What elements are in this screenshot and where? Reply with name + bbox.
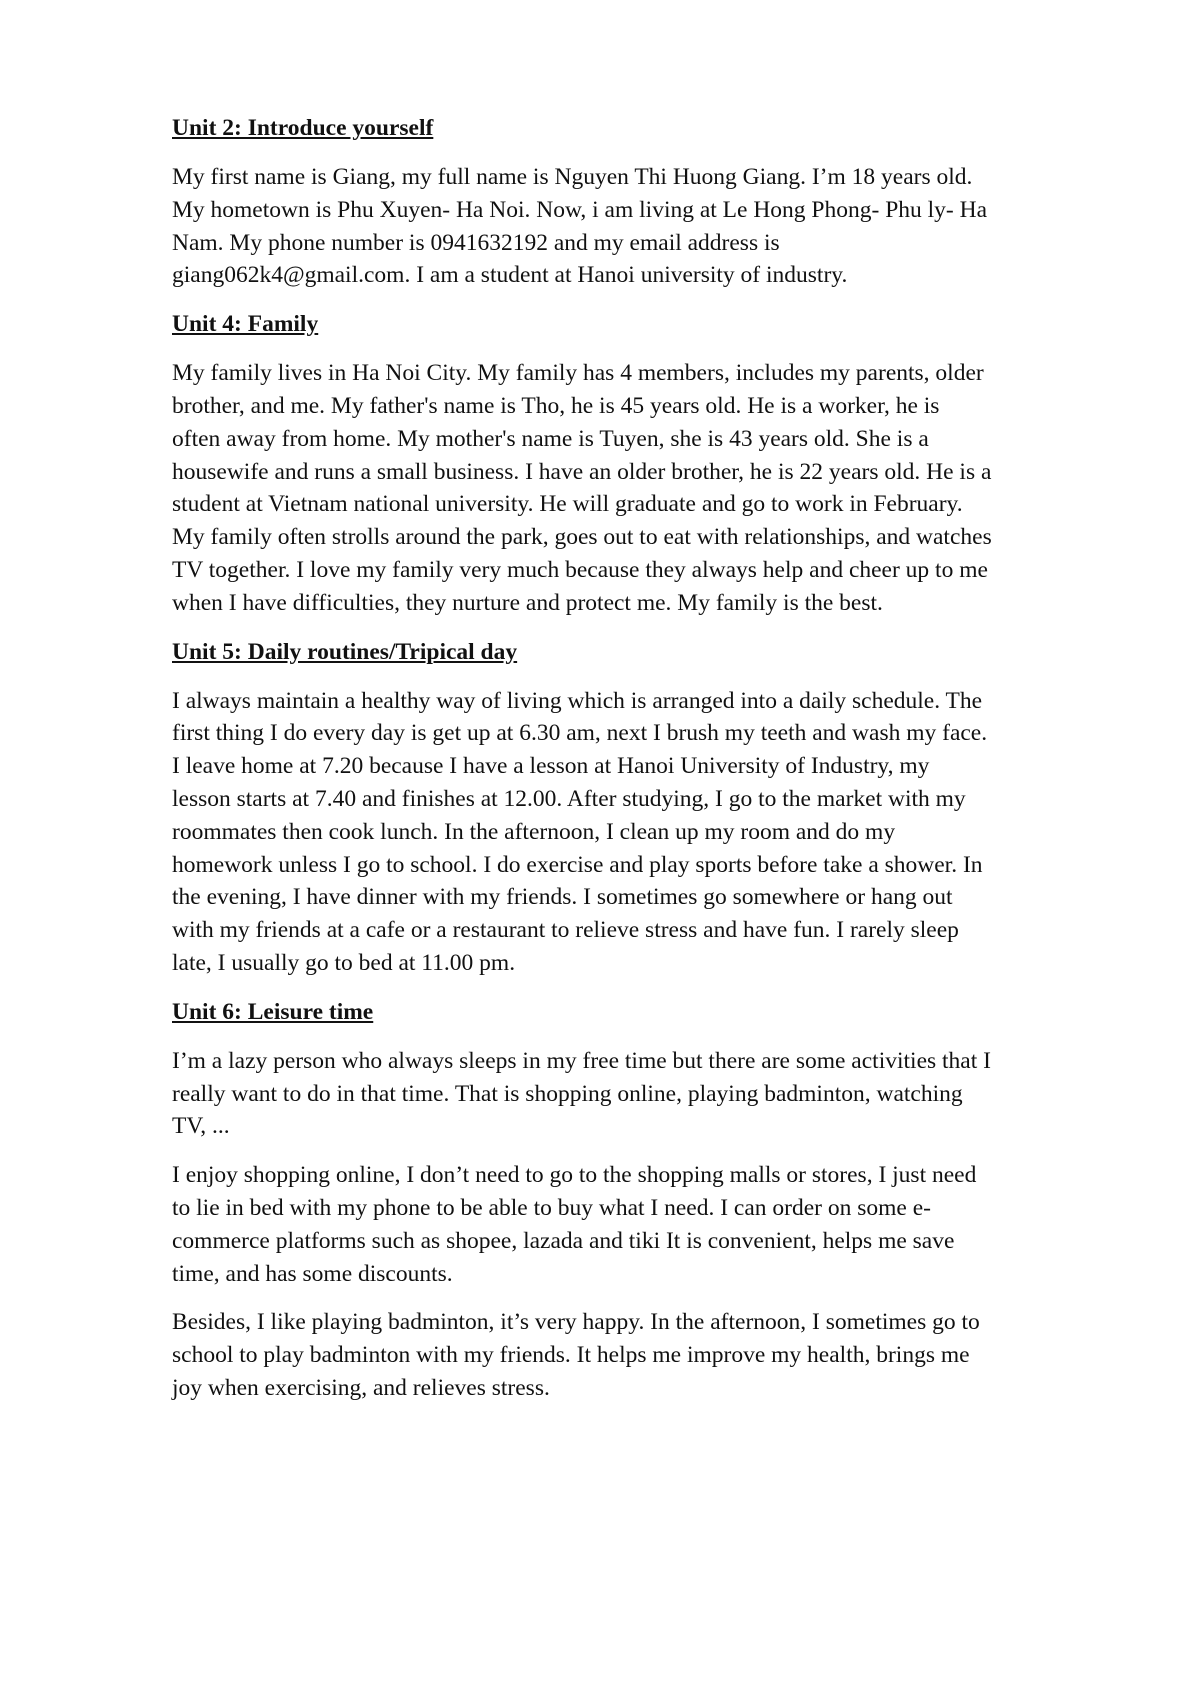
paragraph-unit-2-1: [172, 161, 1102, 292]
text-line: time, and has some discounts.: [172, 1260, 453, 1287]
text-line: late, I usually go to bed at 11.00 pm.: [172, 949, 516, 976]
document-page: [172, 112, 1102, 1421]
text-line: first thing I do every day is get up at 6.30 am, next I brush my teeth and wash my face.: [172, 720, 988, 747]
text-line: student at Vietnam national university. He will graduate and go to work in February.: [172, 491, 963, 518]
text-line: TV, ...: [172, 1113, 230, 1140]
text-line: Besides, I like playing badminton, it’s very happy. In the afternoon, I sometimes go to: [172, 1309, 980, 1336]
text-line: joy when exercising, and relieves stress.: [172, 1374, 550, 1401]
text-line: giang062k4@gmail.com. I am a student at Hanoi university of industry.: [172, 262, 848, 289]
text-line: I always maintain a healthy way of living which is arranged into a daily schedule. The: [172, 687, 983, 714]
text-line: My first name is Giang, my full name is Nguyen Thi Huong Giang. I’m 18 years old.: [172, 164, 973, 190]
paragraph-unit-5-1: [172, 685, 1102, 980]
text-line: housewife and runs a small business. I have an older brother, he is 22 years old. He is a: [172, 458, 992, 485]
paragraph-unit-6-2: [172, 1159, 1102, 1290]
section-heading-unit-2: Unit 2: Introduce yourself: [172, 115, 434, 141]
text-line: brother, and me. My father's name is Tho, he is 45 years old. He is a worker, he is: [172, 392, 940, 419]
text-line: really want to do in that time. That is shopping online, playing badminton, watching: [172, 1080, 963, 1107]
text-line: My family often strolls around the park, goes out to eat with relationships, and watches: [172, 524, 992, 551]
text-line: to lie in bed with my phone to be able to buy what I need. I can order on some e-: [172, 1194, 931, 1221]
text-line: when I have difficulties, they nurture and protect me. My family is the best.: [172, 589, 883, 616]
text-line: roommates then cook lunch. In the afternoon, I clean up my room and do my: [172, 818, 896, 845]
text-line: I leave home at 7.20 because I have a lesson at Hanoi University of Industry, my: [172, 753, 930, 780]
text-line: lesson starts at 7.40 and finishes at 12.00. After studying, I go to the market with my: [172, 785, 966, 812]
text-line: with my friends at a cafe or a restaurant to relieve stress and have fun. I rarely sleep: [172, 917, 959, 944]
paragraph-unit-4-1: [172, 357, 1102, 619]
text-line: commerce platforms such as shopee, lazada and tiki It is convenient, helps me save: [172, 1227, 955, 1254]
section-heading-unit-6: Unit 6: Leisure time: [172, 998, 374, 1025]
paragraph-unit-6-1: [172, 1045, 1102, 1143]
text-line: Nam. My phone number is 0941632192 and my email address is: [172, 229, 780, 256]
text-line: My hometown is Phu Xuyen- Ha Noi. Now, i am living at Le Hong Phong- Phu ly- Ha: [172, 196, 988, 223]
section-heading-unit-4: Unit 4: Family: [172, 311, 319, 338]
section-heading-unit-5: Unit 5: Daily routines/Tripical day: [172, 638, 518, 665]
text-line: I’m a lazy person who always sleeps in my free time but there are some activities that I: [172, 1047, 991, 1074]
text-line: TV together. I love my family very much because they always help and cheer up to me: [172, 556, 988, 583]
text-line: school to play badminton with my friends. It helps me improve my health, brings me: [172, 1342, 970, 1369]
text-line: the evening, I have dinner with my friends. I sometimes go somewhere or hang out: [172, 884, 953, 911]
paragraph-unit-6-3: [172, 1306, 1102, 1404]
text-line: often away from home. My mother's name is Tuyen, she is 43 years old. She is a: [172, 425, 929, 452]
text-line: homework unless I go to school. I do exercise and play sports before take a shower. In: [172, 851, 983, 878]
text-line: I enjoy shopping online, I don’t need to go to the shopping malls or stores, I just need: [172, 1162, 977, 1189]
text-line: My family lives in Ha Noi City. My family has 4 members, includes my parents, older: [172, 360, 984, 387]
